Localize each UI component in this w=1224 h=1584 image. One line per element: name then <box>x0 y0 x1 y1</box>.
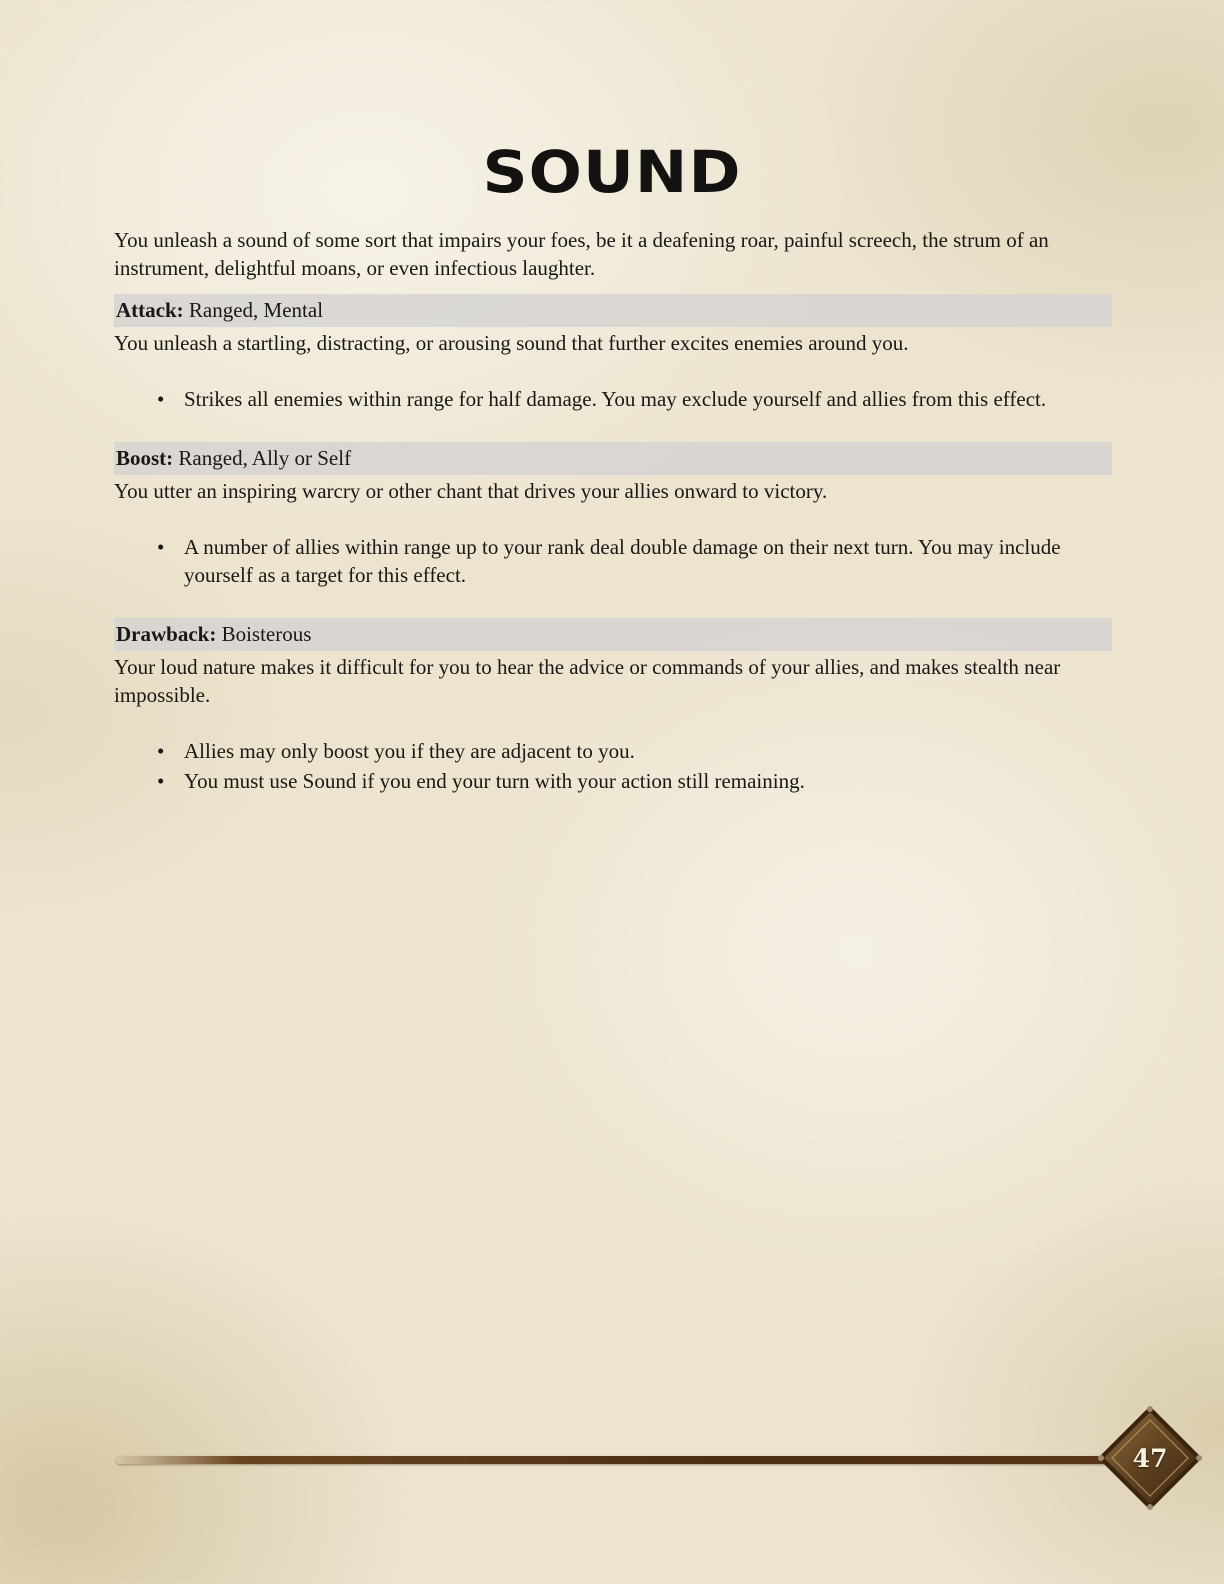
intro-paragraph: You unleash a sound of some sort that impairs your foes, be it a deafening roar, painful screech, the strum of an instrument, delightful moans, or even infectious laughter. <box>114 228 1049 280</box>
boost-description: You utter an inspiring warcry or other chant that drives your allies onward to victory. <box>114 479 828 503</box>
drawback-bullet-list <box>114 737 1110 795</box>
boost-bullet-list <box>114 533 1110 589</box>
attack-value: Ranged, Mental <box>188 298 324 322</box>
list-item: • You must use Sound if you end your turn with your action still remaining. <box>184 767 1110 795</box>
drawback-header <box>114 618 1112 651</box>
list-item: • Allies may only boost you if they are adjacent to you. <box>184 737 1110 765</box>
footer-rule <box>116 1456 1126 1464</box>
page-content <box>114 226 1110 797</box>
list-item: • A number of allies within range up to your rank deal double damage on their next turn. You may include yourself as a target for this effect. <box>184 533 1110 589</box>
drawback-label: Drawback: <box>116 622 217 646</box>
list-item: • Strikes all enemies within range for half damage. You may exclude yourself and allies from this effect. <box>184 385 1110 413</box>
attack-description: You unleash a startling, distracting, or arousing sound that further excites enemies around you. <box>114 331 909 355</box>
attack-label: Attack: <box>116 298 184 322</box>
boost-header <box>114 442 1112 475</box>
drawback-value: Boisterous <box>221 622 312 646</box>
boost-value: Ranged, Ally or Self <box>178 446 352 470</box>
drawback-description: Your loud nature makes it difficult for you to hear the advice or commands of your allies, and makes stealth near impossible. <box>114 655 1061 707</box>
attack-bullet-list <box>114 385 1110 413</box>
page-title: SOUND <box>482 138 742 206</box>
boost-label: Boost: <box>116 446 174 470</box>
attack-header <box>114 294 1112 327</box>
page-number: 47 <box>1132 1444 1168 1473</box>
